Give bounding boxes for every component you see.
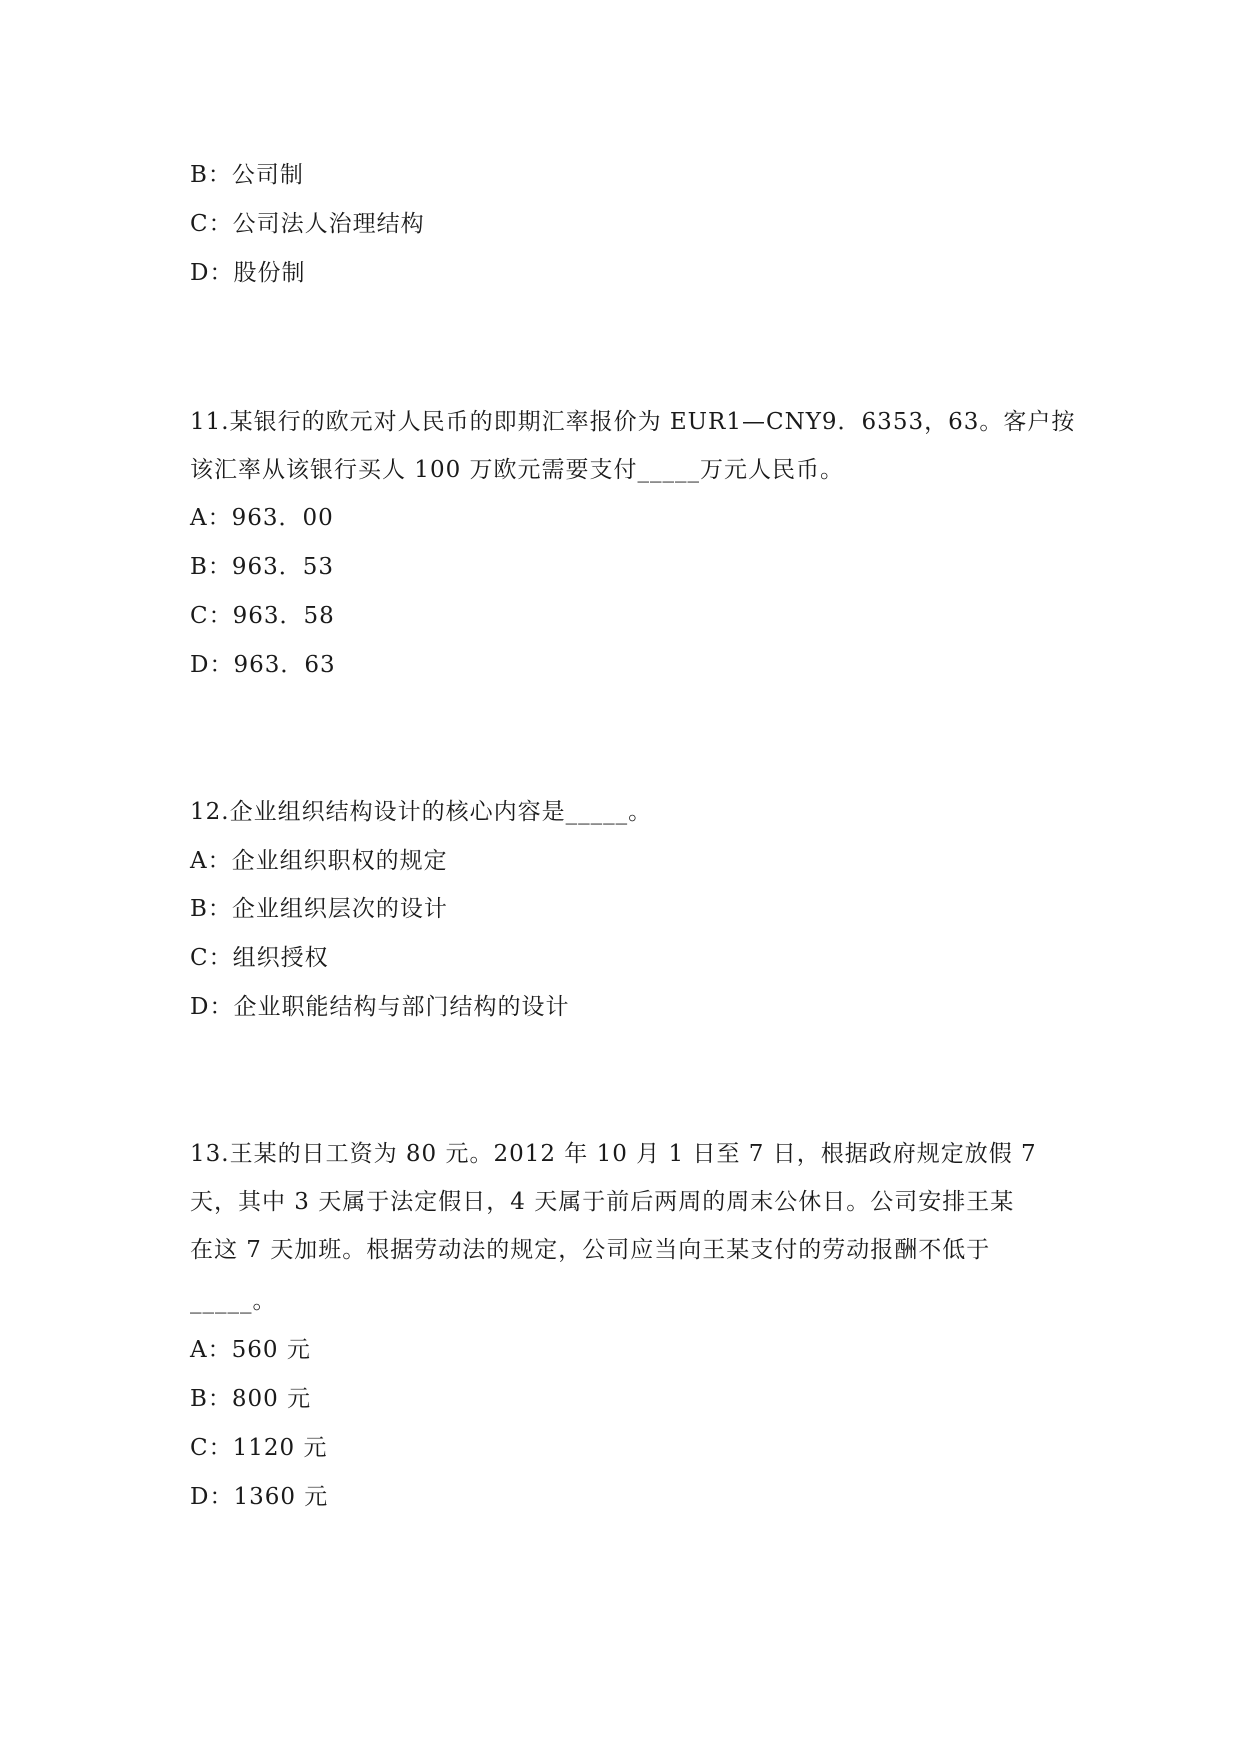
q12-option-d: D：企业职能结构与部门结构的设计 [190, 994, 570, 1020]
q13-option-a: A：560 元 [190, 1337, 311, 1363]
q13-option-c: C：1120 元 [190, 1435, 328, 1461]
option-b-prev: B：公司制 [190, 162, 304, 188]
option-d-prev: D：股份制 [190, 260, 306, 286]
q13-stem-line1: 13.王某的日工资为 80 元。2012 年 10 月 1 日至 7 日，根据政府规定放假 7 [190, 1141, 1037, 1167]
q11-option-c: C：963．58 [190, 603, 335, 629]
q11-option-d: D：963．63 [190, 652, 336, 678]
q11-option-b: B：963．53 [190, 554, 335, 580]
option-c-prev: C：公司法人治理结构 [190, 211, 425, 237]
q11-stem-line1: 11.某银行的欧元对人民币的即期汇率报价为 EUR1—CNY9．6353，63。客户按 [190, 409, 1076, 435]
q13-stem-line3: 在这 7 天加班。根据劳动法的规定，公司应当向王某支付的劳动报酬不低于 [190, 1237, 991, 1263]
q13-option-b: B：800 元 [190, 1386, 312, 1412]
q12-option-a: A：企业组织职权的规定 [190, 848, 448, 874]
q13-stem-line4: _____。 [190, 1288, 277, 1314]
q13-option-d: D：1360 元 [190, 1484, 329, 1510]
q11-stem-line2: 该汇率从该银行买人 100 万欧元需要支付_____万元人民币。 [190, 457, 845, 483]
q12-option-b: B：企业组织层次的设计 [190, 896, 448, 922]
q12-stem-line1: 12.企业组织结构设计的核心内容是_____。 [190, 799, 653, 825]
q12-option-c: C：组织授权 [190, 945, 329, 971]
q11-option-a: A：963．00 [190, 505, 334, 531]
q13-stem-line2: 天，其中 3 天属于法定假日，4 天属于前后两周的周末公休日。公司安排王某 [190, 1189, 1015, 1215]
